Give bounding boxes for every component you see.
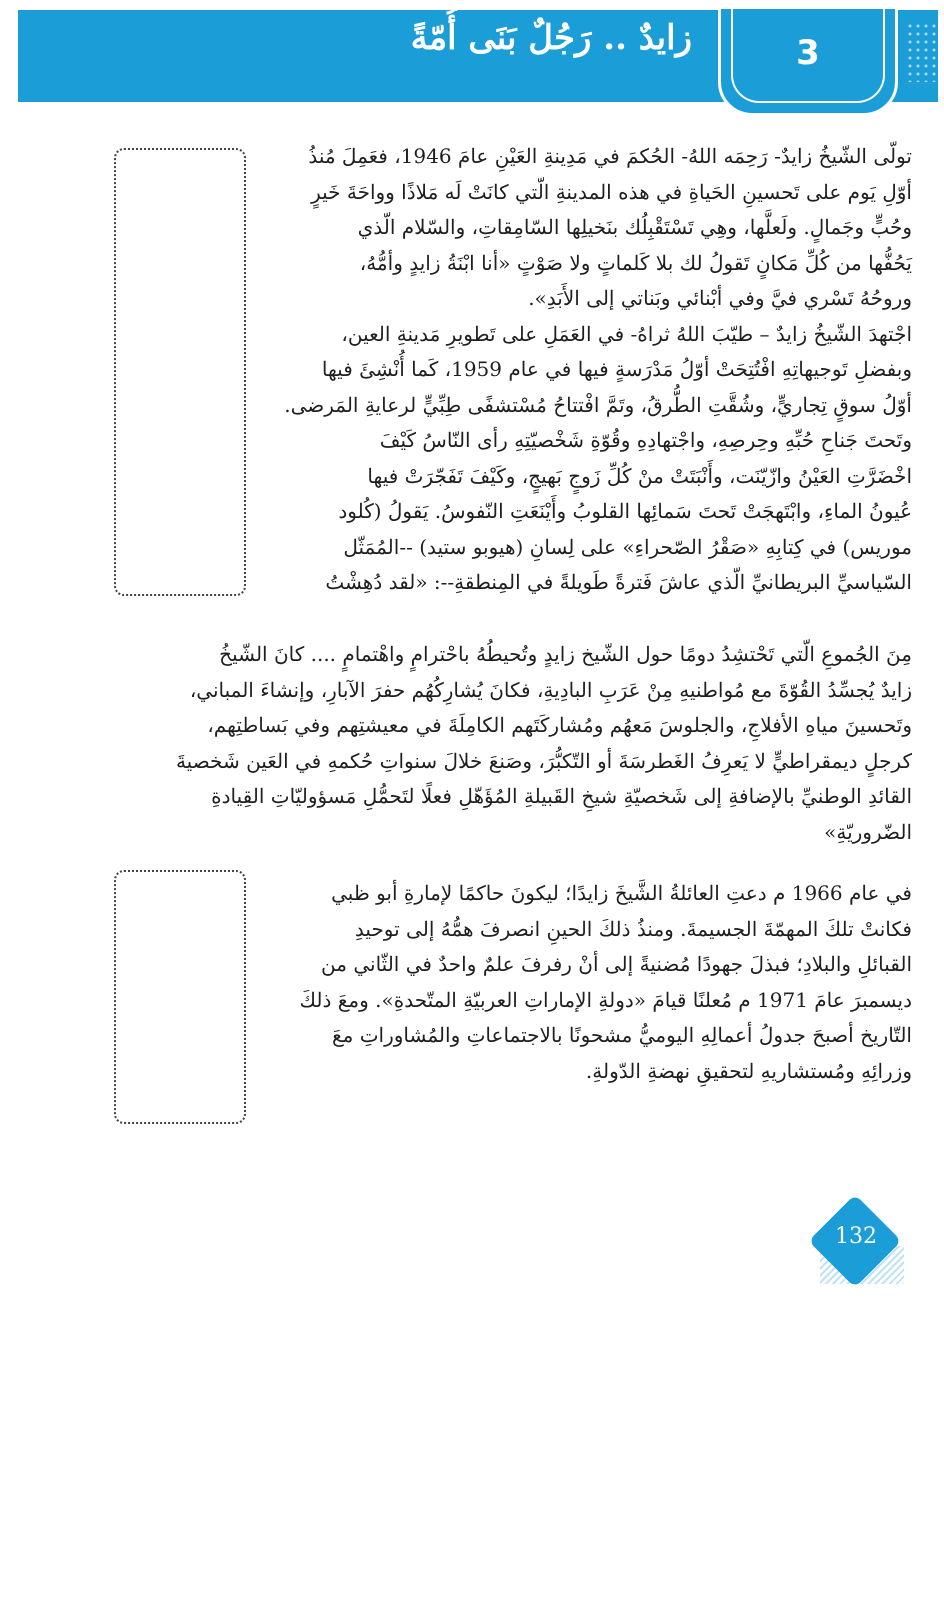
text-line: السّياسيِّ البريطانيِّ الّذي عاشَ فَترةً طَويلةً في المِنطقةِ--: «لقد دُهِشْتُ — [325, 570, 912, 594]
notes-box-bottom — [114, 870, 246, 1124]
text-line: اخْضَرَّتِ العَيْنُ وازّيّنَت، وأَنْبَتَتْ منْ كُلِّ زَوجٍ بَهيجٍ، وكَيْفَ تَفَجّرَتْ فيها — [367, 463, 912, 488]
text-line: أوّلُ سوقٍ تِجاريٍّ، وشُقَّتِ الطُّرقُ، وتَمَّ افْتتاحُ مُسْتشفًى طِبِّيٍّ لرعايةِ المَرضى. — [284, 392, 912, 417]
lesson-title: زايدٌ .. رَجُلٌ بَنَى أُمّةً — [410, 18, 692, 58]
text-line: وتَحسينَ مياهِ الأفلاجِ، والجلوسَ مَعهُم ومُشاركَتَهم الكامِلَةَ في معيشتِهم وفي بَساطتِهم، — [207, 713, 912, 737]
text-line: أوّلِ يَوم على تَحسينِ الحَياةِ في هذه المدينةِ الّتي كانَتْ لَه مَلاذًا وواحَةَ خَيرٍ — [311, 179, 912, 204]
text-line: وبفضلِ تَوجيهاتِهِ افْتُتِحَتْ أوّلُ مَدْرَسةٍ فيها في عام 1959، كَما أُنْشِئَ فيها — [321, 357, 912, 381]
text-line: مِنَ الجُموعِ الّتي تَحْتشِدُ دومًا حول الشّيخ زايدٍ وتُحيطُهُ باحْترامٍ واهْتمامٍ .... كانَ الشّيخُ — [219, 642, 912, 666]
text-line: وحُبٍّ وجَمالٍ. ولَعلَّها، وهِي تَسْتَقْبِلُك بنَخيلِها السّامِقاتِ، والسّلام الّذي — [357, 215, 912, 239]
notes-box-top — [114, 148, 246, 596]
text-line: وزرائِهِ ومُستشاريهِ لتحقيقِ نهضةِ الدّولةِ. — [585, 1058, 912, 1083]
text-line: القبائلِ والبلادِ؛ فبذلَ جهودًا مُضنيةً إلى أنْ رفرفَ علمٌ واحدٌ في الثّاني من — [321, 952, 912, 976]
text-line: موريس) في كِتابِهِ «صَقْرُ الصّحراءِ» على لِسانِ (هيوبو ستيد) --المُمَثّل — [343, 534, 912, 559]
chapter-number: 3 — [796, 33, 820, 73]
text-line: ديسمبرَ عامَ 1971 م مُعلنًا قيامَ «دولةِ الإماراتِ العربيّةِ المتّحدةِ». ومعَ ذلكَ — [299, 987, 912, 1012]
page-number-badge — [810, 1196, 902, 1288]
text-line: التّاريخ أصبحَ جدولُ أعمالِهِ اليوميُّ مشحونًا بالاجتماعاتِ والمُشاوراتِ معَ — [332, 1023, 912, 1047]
text-line: وتَحتَ جَناحِ حُبِّهِ وحِرصِهِ، واجْتهادِهِ وقُوّةِ شَخْصيّتِهِ رأى النّاسُ كَيْفَ — [379, 428, 912, 452]
text-line: يَحُفُّها من كُلِّ مَكانٍ تَقولُ لك بلا كَلماتٍ ولا صَوْتٍ «أنا ابْنَةُ زايدٍ وأمُّهُ، — [359, 250, 912, 275]
text-line: في عام 1966 م دعتِ العائلةُ الشَّيخَ زايدًا؛ ليكونَ حاكمًا لإمارةِ أبو ظبي — [331, 881, 912, 905]
copyright-margin-note — [20, 290, 60, 1170]
text-line: كرجلٍ ديمقراطيٍّ لا يَعرِفُ الغَطرسَةَ أو التّكبُّرَ، وصَنعَ خلالَ سنواتِ حُكمهِ في العَين شَخصيةَ — [175, 748, 912, 773]
text-line: القائدِ الوطنيِّ بالإضافةِ إلى شَخصيّةِ شيخِ القَبيلةِ المُؤَهّلِ فعلًا لتَحمُّلِ مَسؤوليّاتِ القِيادةِ — [211, 784, 912, 808]
text-line: اجْتهدَ الشّيخُ زايدٌ – طيّبَ اللهُ ثراهُ- في العَمَلِ على تَطويرِ مَدينةِ العين، — [341, 321, 912, 346]
text-line: وروحُهُ تَسْري فيَّ وفي أبْنائي وبَناتي إلى الأَبَدِ». — [528, 286, 912, 310]
text-line: الضّروريّةِ» — [824, 819, 912, 844]
paragraph-2 — [118, 637, 912, 850]
text-line: تولّى الشّيخُ زايدٌ- رَحِمَه اللهُ- الحُكمَ في مَدِينةِ العَيْنِ عامَ 1946، فعَمِلَ مُنذُ — [308, 144, 912, 168]
text-line: عُيونُ الماءِ، وابْتَهجَتْ تَحتَ سَمائِها القلوبُ وأَيْنَعَتِ النّفوسُ. يَقولُ (كُلود — [338, 499, 912, 523]
paragraph-3 — [262, 876, 912, 1089]
page-number: 132 — [835, 1224, 877, 1249]
text-line: فكانتْ تلكَ المهمّةَ الجسيمةَ. ومنذُ ذلكَ الحينِ انصرفَ همُّهُ إلى توحيدِ — [354, 916, 912, 941]
decorative-dots — [906, 22, 936, 82]
text-line: زايدٌ يُجسِّدُ القُوّةَ مع مُواطنيهِ مِنْ عَرَبِ البادِيةِ، فكانَ يُشارِكُهُم حفرَ الآبارِ، وإنشاءَ المباني، — [189, 677, 912, 702]
paragraph-1 — [262, 139, 912, 601]
chapter-number-tab — [718, 6, 898, 116]
